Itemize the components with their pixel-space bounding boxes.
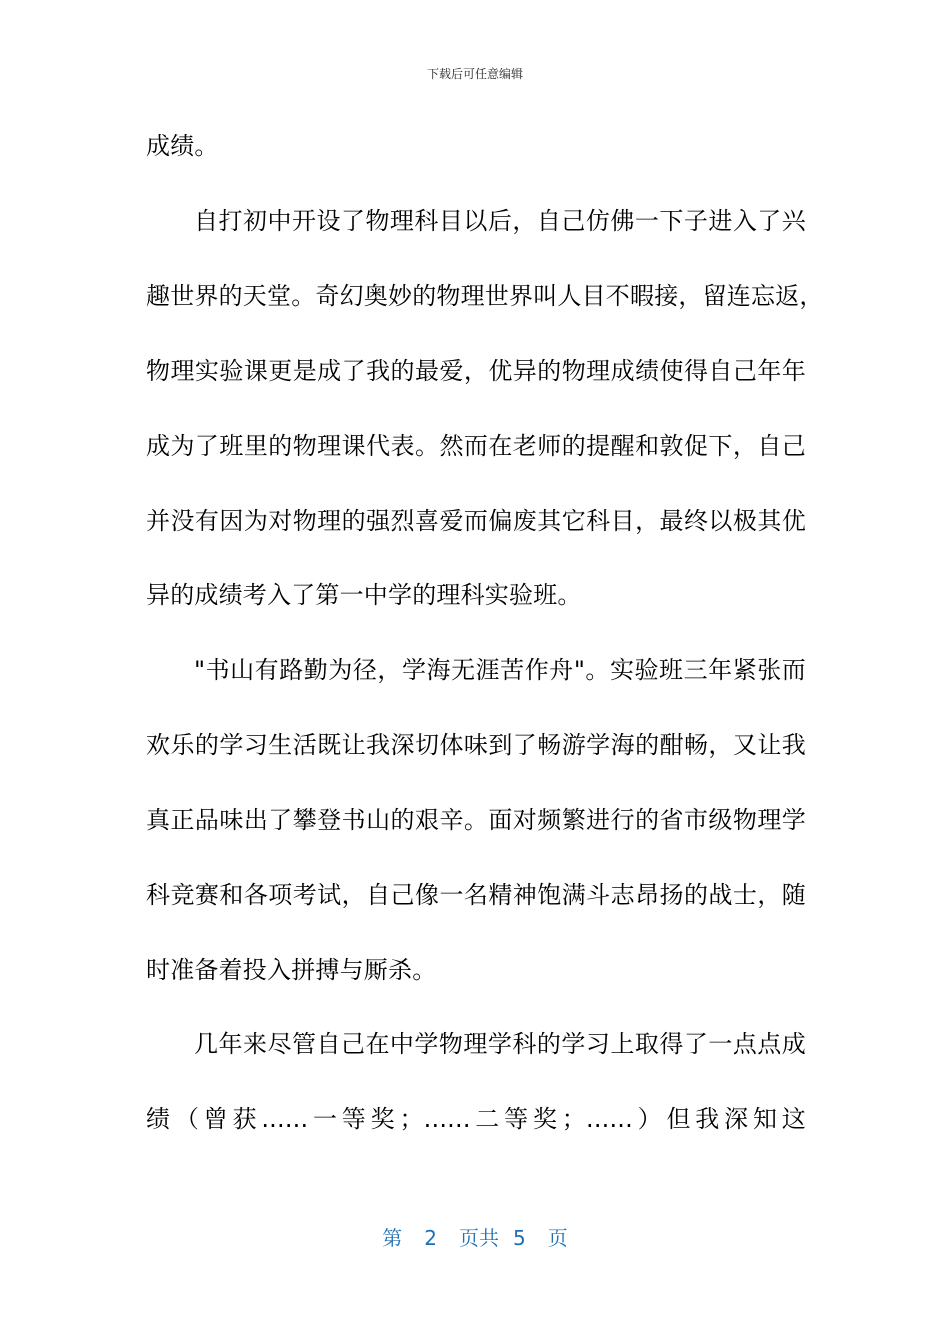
text-line: 物理实验课更是成了我的最爱，优异的物理成绩使得自己年年 — [146, 357, 806, 385]
total-pages-number: 5 — [513, 1226, 526, 1250]
page-number-footer — [0, 1225, 950, 1251]
text-line: 绩（曾获......一等奖；......二等奖；......）但我深知这 — [146, 1105, 806, 1133]
page-label-prefix: 第 — [382, 1226, 403, 1250]
text-line: 趣世界的天堂。奇幻奥妙的物理世界叫人目不暇接，留连忘返， — [146, 282, 824, 310]
text-line: 几年来尽管自己在中学物理学科的学习上取得了一点点成 — [194, 1030, 806, 1058]
page-label-suffix: 页 — [547, 1226, 568, 1250]
text-line: 科竞赛和各项考试，自己像一名精神饱满斗志昂扬的战士，随 — [146, 881, 806, 909]
text-line: "书山有路勤为径，学海无涯苦作舟"。实验班三年紧张而 — [194, 656, 806, 684]
text-line: 成绩。 — [146, 132, 219, 160]
text-line: 并没有因为对物理的强烈喜爱而偏废其它科目，最终以极其优 — [146, 507, 806, 535]
text-line: 成为了班里的物理课代表。然而在老师的提醒和敦促下，自己 — [146, 432, 806, 460]
text-line: 自打初中开设了物理科目以后，自己仿佛一下子进入了兴 — [194, 207, 806, 235]
page-label-mid: 页共 — [459, 1226, 499, 1250]
text-line: 真正品味出了攀登书山的艰辛。面对频繁进行的省市级物理学 — [146, 806, 806, 834]
text-line: 欢乐的学习生活既让我深切体味到了畅游学海的酣畅，又让我 — [146, 731, 806, 759]
current-page-number: 2 — [424, 1226, 437, 1250]
text-line: 异的成绩考入了第一中学的理科实验班。 — [146, 581, 582, 609]
text-line: 时准备着投入拼搏与厮杀。 — [146, 956, 437, 984]
page-header-note: 下载后可任意编辑 — [426, 67, 523, 81]
